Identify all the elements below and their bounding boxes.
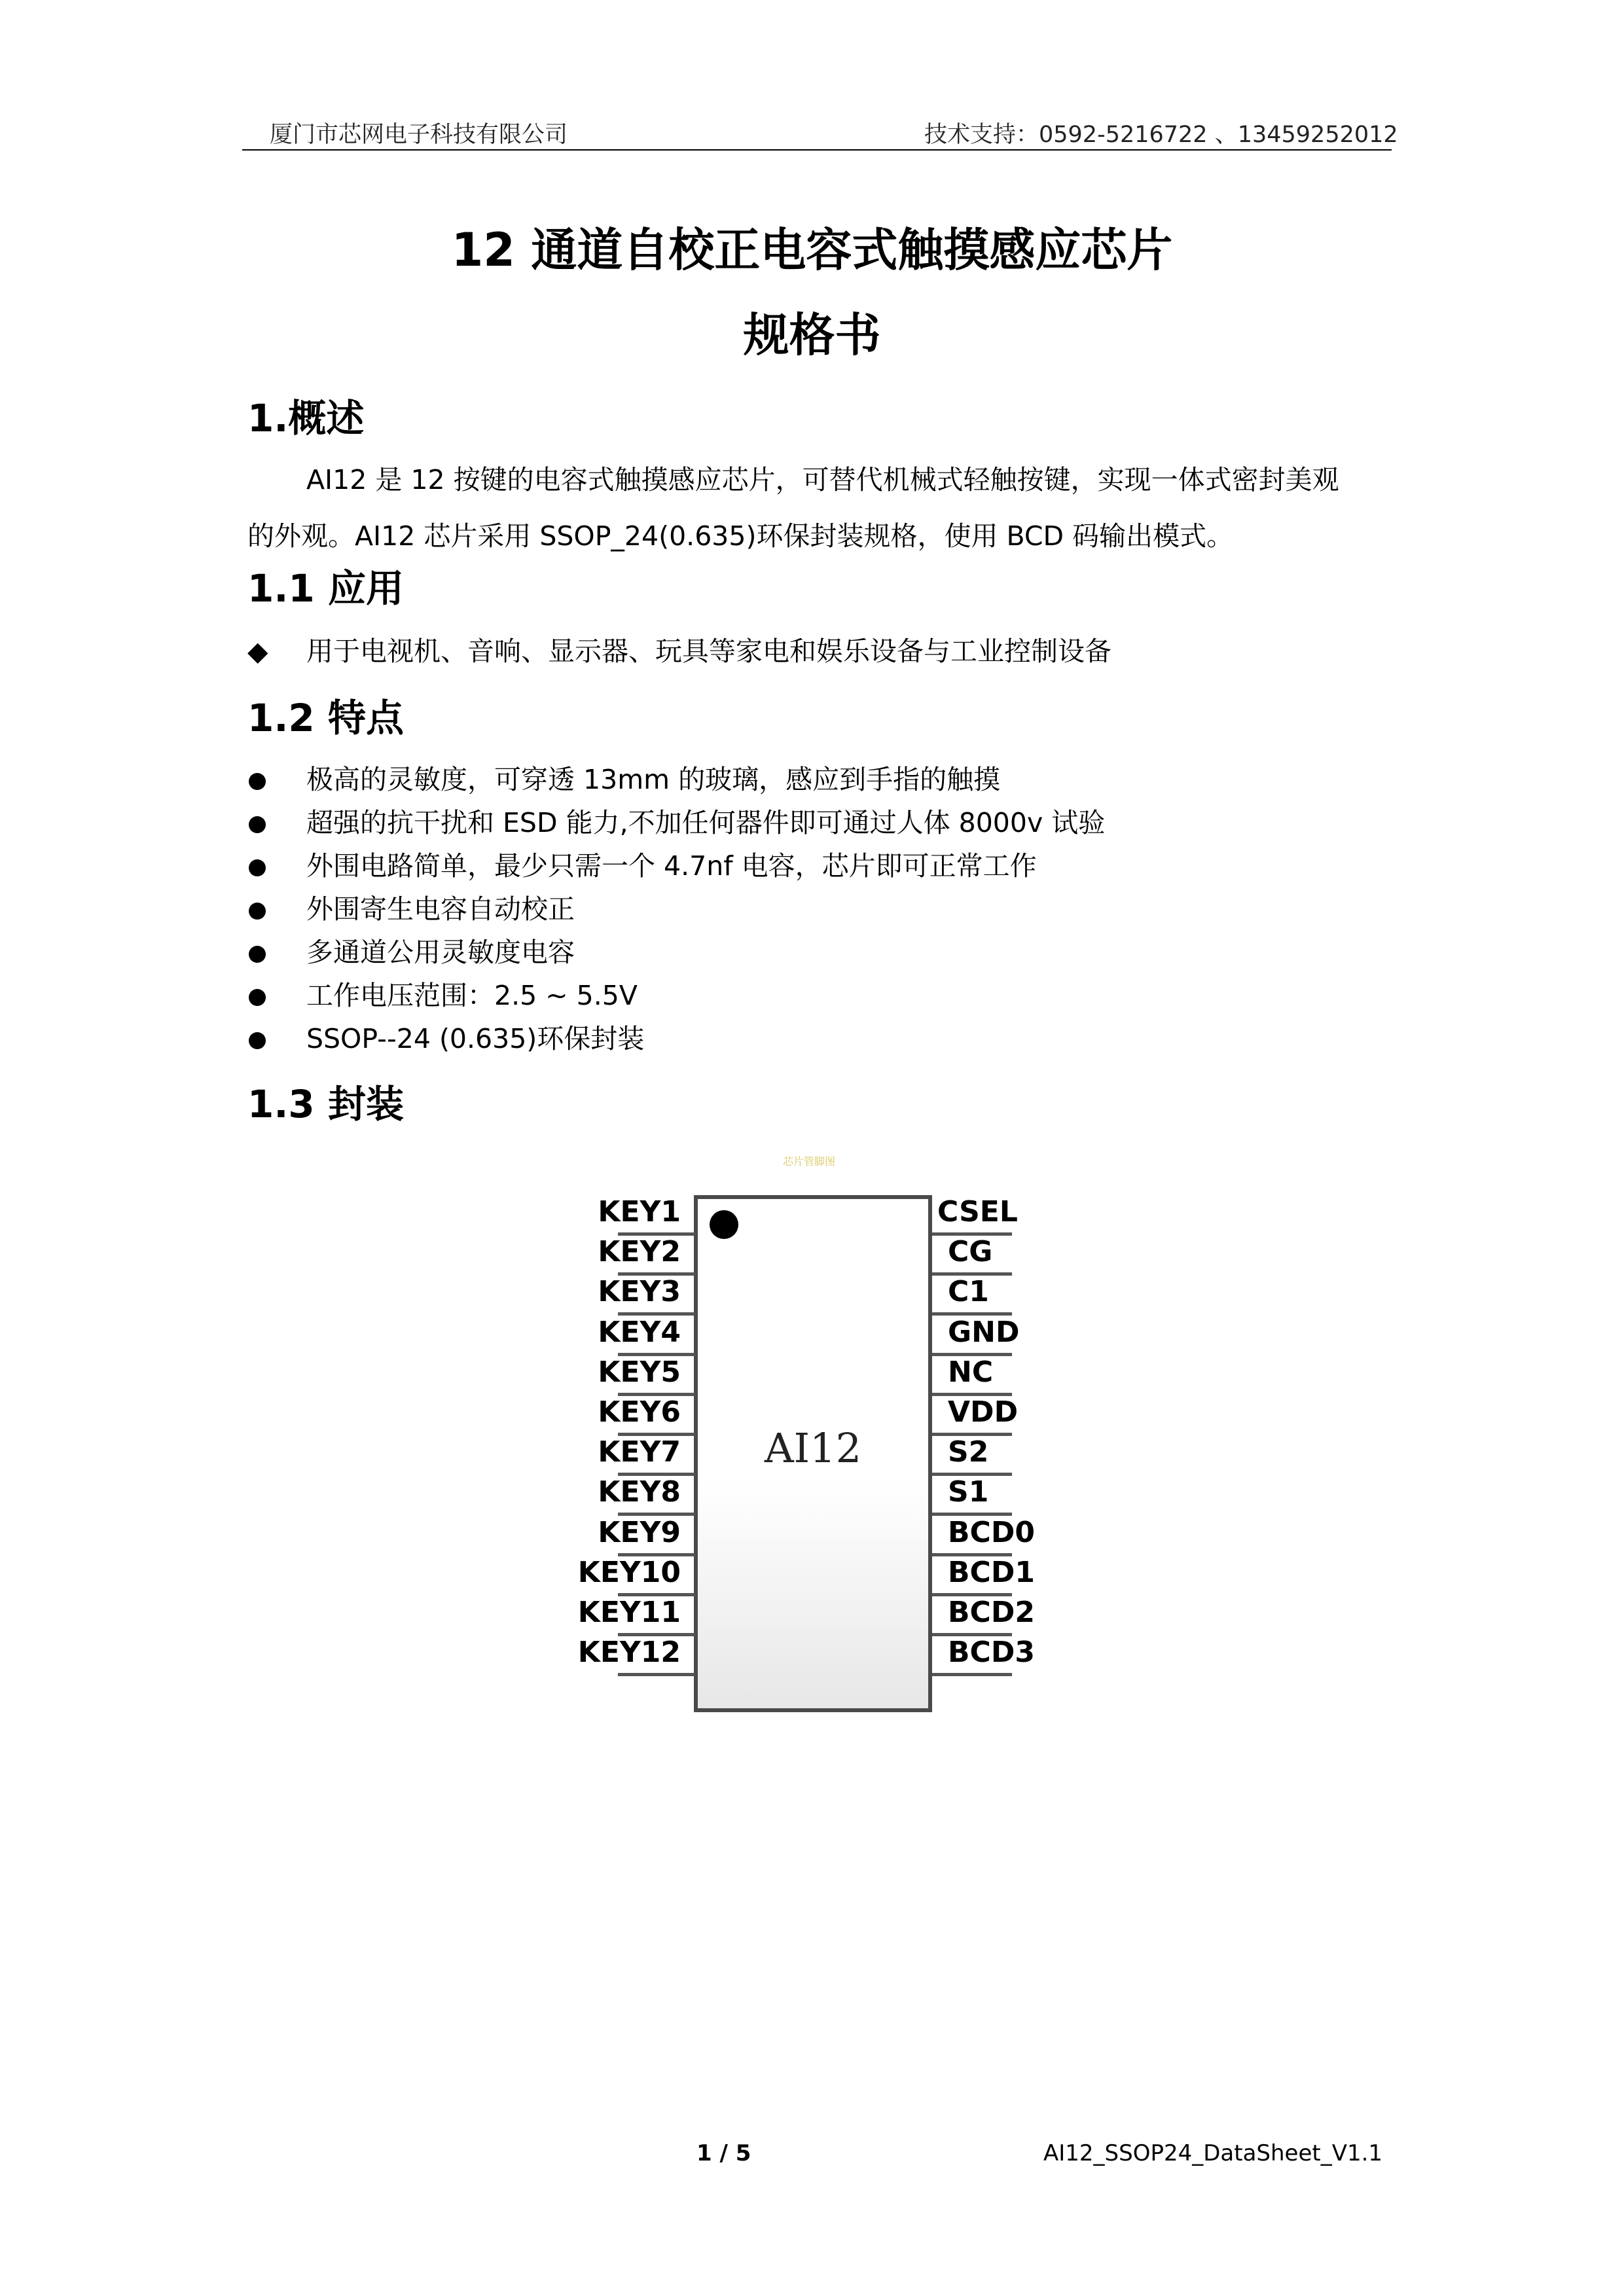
- bullet-dot-icon: [249, 859, 266, 876]
- section-heading-features: 1.2 特点: [247, 696, 404, 740]
- pin-diagram-caption: 芯片管脚图: [783, 1155, 836, 1168]
- pin-label-right: BCD3: [948, 1636, 1035, 1670]
- pin-label-right: BCD2: [948, 1596, 1035, 1629]
- diamond-bullet-icon: ◆: [247, 636, 268, 667]
- feature-item-text: 多通道公用灵敏度电容: [306, 937, 575, 968]
- doc-title: 12 通道自校正电容式触摸感应芯片: [451, 223, 1173, 277]
- bullet-dot-icon: [249, 903, 266, 920]
- application-item: [247, 630, 1111, 668]
- bullet-dot-icon: [249, 773, 266, 790]
- header-divider: [242, 149, 1392, 151]
- section-heading-overview: 1.概述: [247, 396, 365, 440]
- bullet-dot-icon: [249, 989, 266, 1006]
- pin-label-right: GND: [948, 1315, 1020, 1349]
- feature-item-text: 外围寄生电容自动校正: [306, 893, 575, 925]
- pin-label-left: KEY5: [598, 1355, 681, 1389]
- application-item-text: 用于电视机、音响、显示器、玩具等家电和娱乐设备与工业控制设备: [306, 636, 1111, 667]
- pin-lead-right: [932, 1673, 1012, 1676]
- pin-label-right: C1: [948, 1275, 989, 1309]
- pin-label-right: CSEL: [937, 1195, 1018, 1229]
- feature-item: [247, 844, 1037, 883]
- pin-label-right: S2: [948, 1435, 989, 1469]
- pin-label-left: KEY3: [598, 1275, 681, 1309]
- bullet-dot-icon: [249, 816, 266, 833]
- chip-name: AI12: [764, 1424, 862, 1472]
- pin-label-right: CG: [948, 1235, 993, 1269]
- pin-label-left: KEY10: [577, 1555, 681, 1589]
- pin-lead-left: [618, 1673, 695, 1676]
- overview-line-1: AI12 是 12 按键的电容式触摸感应芯片，可替代机械式轻触按键，实现一体式密封美观: [306, 464, 1339, 495]
- pin-label-left: KEY12: [577, 1636, 681, 1670]
- page-number: 1 / 5: [696, 2140, 751, 2166]
- pin1-marker: [710, 1210, 738, 1239]
- bullet-dot-icon: [249, 946, 266, 963]
- feature-item: [247, 931, 575, 969]
- pin-label-left: KEY8: [598, 1475, 681, 1509]
- feature-item-text: SSOP--24 (0.635)环保封装: [306, 1023, 645, 1054]
- doc-id: AI12_SSOP24_DataSheet_V1.1: [1043, 2140, 1383, 2166]
- pin-label-right: BCD1: [948, 1555, 1035, 1589]
- bullet-dot-icon: [249, 1032, 266, 1049]
- pin-label-right: S1: [948, 1475, 989, 1509]
- header-support-phone: 技术支持：0592-5216722 、13459252012: [924, 122, 1398, 148]
- pin-label-left: KEY9: [598, 1515, 681, 1549]
- feature-item: [247, 888, 575, 926]
- pin-label-left: KEY2: [598, 1235, 681, 1269]
- pin-label-left: KEY6: [598, 1395, 681, 1429]
- feature-item: [247, 974, 638, 1013]
- feature-item-text: 极高的灵敏度，可穿透 13mm 的玻璃，感应到手指的触摸: [306, 764, 1001, 795]
- pin-label-right: VDD: [948, 1395, 1019, 1429]
- pin-label-left: KEY11: [577, 1596, 681, 1629]
- header-company: 厦门市芯网电子科技有限公司: [270, 122, 568, 148]
- pin-label-right: BCD0: [948, 1515, 1035, 1549]
- overview-line-2: 的外观。AI12 芯片采用 SSOP_24(0.635)环保封装规格，使用 BCD 码输出模式。: [247, 520, 1234, 552]
- feature-item: [247, 801, 1105, 840]
- section-heading-application: 1.1 应用: [247, 566, 404, 611]
- pin-label-right: NC: [948, 1355, 994, 1389]
- pin-label-left: KEY4: [598, 1315, 681, 1349]
- feature-item-text: 超强的抗干扰和 ESD 能力,不加任何器件即可通过人体 8000v 试验: [306, 807, 1106, 838]
- pin-label-left: KEY1: [598, 1195, 681, 1229]
- feature-item-text: 工作电压范围：2.5 ~ 5.5V: [306, 980, 638, 1011]
- section-heading-package: 1.3 封装: [247, 1082, 404, 1126]
- feature-item: [247, 758, 1000, 797]
- pin-label-left: KEY7: [598, 1435, 681, 1469]
- feature-item: [247, 1017, 644, 1056]
- feature-item-text: 外围电路简单，最少只需一个 4.7nf 电容，芯片即可正常工作: [306, 850, 1037, 882]
- overview-paragraph: [247, 452, 1392, 564]
- doc-subtitle: 规格书: [743, 308, 881, 362]
